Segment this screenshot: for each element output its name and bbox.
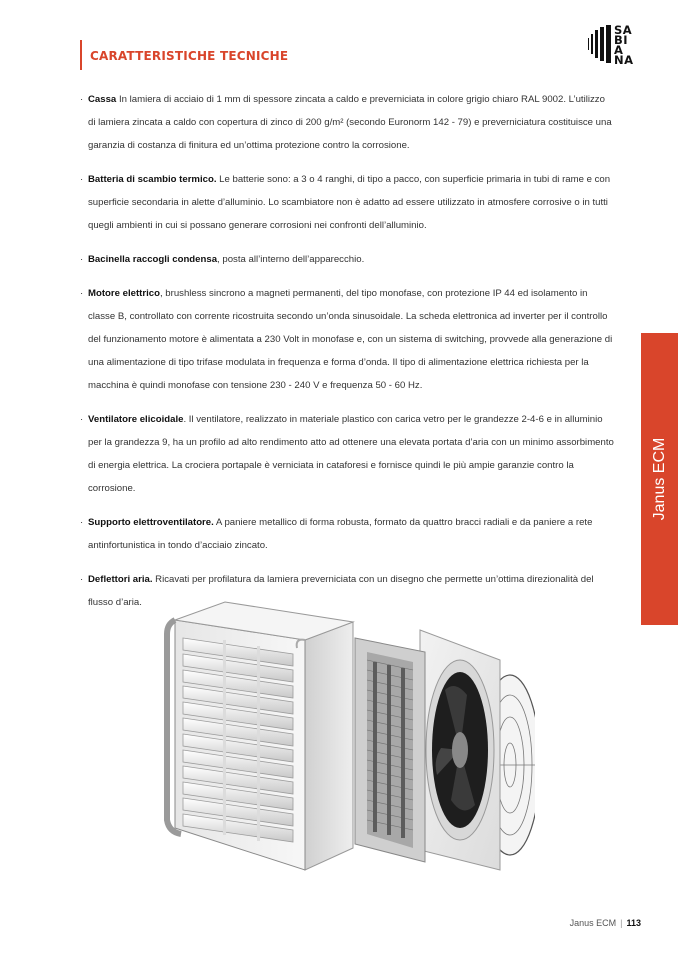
- spec-term: Ventilatore elicoidale: [88, 414, 184, 425]
- page-number: 113: [626, 918, 641, 928]
- spec-term: Deflettori aria.: [88, 574, 153, 585]
- product-exploded-illustration: [155, 600, 535, 880]
- bullet: ·: [80, 574, 84, 585]
- spec-description: , brushless sincrono a magneti permanenti, del tipo monofase, con protezione IP 44 ed isolamento in classe B, controllato con corrente ricostruita secondo un’onda sinusoidale. La scheda elettronica ad inverter per il controllo del funzionamento motore è alimentata a 230 Volt in monofase e, con un sistema di switching, provvede alla generazione di una alimentazione di tipo trifase modulata in frequenza e forma d’onda. Il tipo di alimentazione elettrica richiesta per la macchina è quindi monofase con tensione 230 - 240 V e frequenza 50 - 60 Hz.: [88, 288, 613, 391]
- heat-exchanger-coil: [355, 638, 425, 862]
- spec-description: Ricavati per profilatura da lamiera preverniciata con un disegno che permette un’ottima direzionalità del flusso d’aria.: [88, 574, 594, 608]
- fan-mounting-plate: [420, 630, 500, 870]
- footer-product: Janus ECM: [569, 918, 617, 928]
- spec-term: Bacinella raccogli condensa: [88, 254, 218, 265]
- spec-term: Supporto elettroventilatore.: [88, 517, 214, 528]
- spec-description: . Il ventilatore, realizzato in materiale plastico con carica vetro per le grandezze 2-4-6 e in alluminio per la grandezza 9, ha un profilo ad alto rendimento atto ad ottenere una elevata portata d’aria con un minimo assorbimento di energia elettrica. La crociera portapale è verniciata in cataforesi e fornisce quindi le più ampie garanzie contro la corrosione.: [88, 414, 614, 494]
- logo-line: A: [614, 43, 624, 57]
- brand-logo: [588, 23, 652, 67]
- front-casing: [167, 602, 353, 870]
- bullet: ·: [80, 174, 84, 185]
- footer-separator: |: [620, 918, 623, 928]
- page-footer: [570, 918, 641, 928]
- bullet: ·: [80, 254, 84, 265]
- spec-term: Cassa: [88, 94, 117, 105]
- spec-description: A paniere metallico di forma robusta, formato da quattro bracci radiali e da paniere a rete antinfortunistica in tondo d’acciaio zincato.: [88, 517, 593, 551]
- bullet: ·: [80, 94, 84, 105]
- spec-description: In lamiera di acciaio di 1 mm di spessore zincata a caldo e preverniciata in colore grigio chiaro RAL 9002. L’utilizzo di lamiera zincata a caldo con copertura di zinco di 200 g/m² (secondo Euronorm 142 - 79) e preverniciatura costituisce una garanzia di costanza di finitura ed un’ottima protezione contro la corrosione.: [88, 94, 612, 151]
- spec-item-motore: [80, 282, 615, 397]
- section-title: CARATTERISTICHE TECNICHE: [80, 40, 288, 70]
- bullet: ·: [80, 288, 84, 299]
- spec-term: Batteria di scambio termico.: [88, 174, 217, 185]
- logo-line: SA: [614, 23, 633, 37]
- bullet: ·: [80, 414, 84, 425]
- spec-item-cassa: [80, 88, 615, 157]
- spec-list: [80, 88, 615, 625]
- logo-line: NA: [614, 53, 634, 67]
- spec-item-batteria: [80, 168, 615, 237]
- bullet: ·: [80, 517, 84, 528]
- side-tab-label: Janus ECM: [650, 437, 668, 521]
- logo-pattern-icon: [588, 25, 612, 63]
- side-tab: [641, 333, 678, 625]
- spec-description: , posta all’interno dell’apparecchio.: [217, 254, 365, 265]
- spec-item-ventilatore: [80, 408, 615, 500]
- logo-wordmark: [614, 25, 652, 65]
- spec-item-supporto: [80, 511, 615, 557]
- spec-item-bacinella: [80, 248, 615, 271]
- logo-line: BI: [614, 33, 629, 47]
- spec-term: Motore elettrico: [88, 288, 160, 299]
- spec-description: Le batterie sono: a 3 o 4 ranghi, di tipo a pacco, con superficie primaria in tubi di rame e con superficie secondaria in alette d’alluminio. Lo scambiatore non è adatto ad essere utilizzato in atmosfere corrosive o in tutti quegli ambienti in cui si possano generare corrosioni nei confronti dell’alluminio.: [88, 174, 611, 231]
